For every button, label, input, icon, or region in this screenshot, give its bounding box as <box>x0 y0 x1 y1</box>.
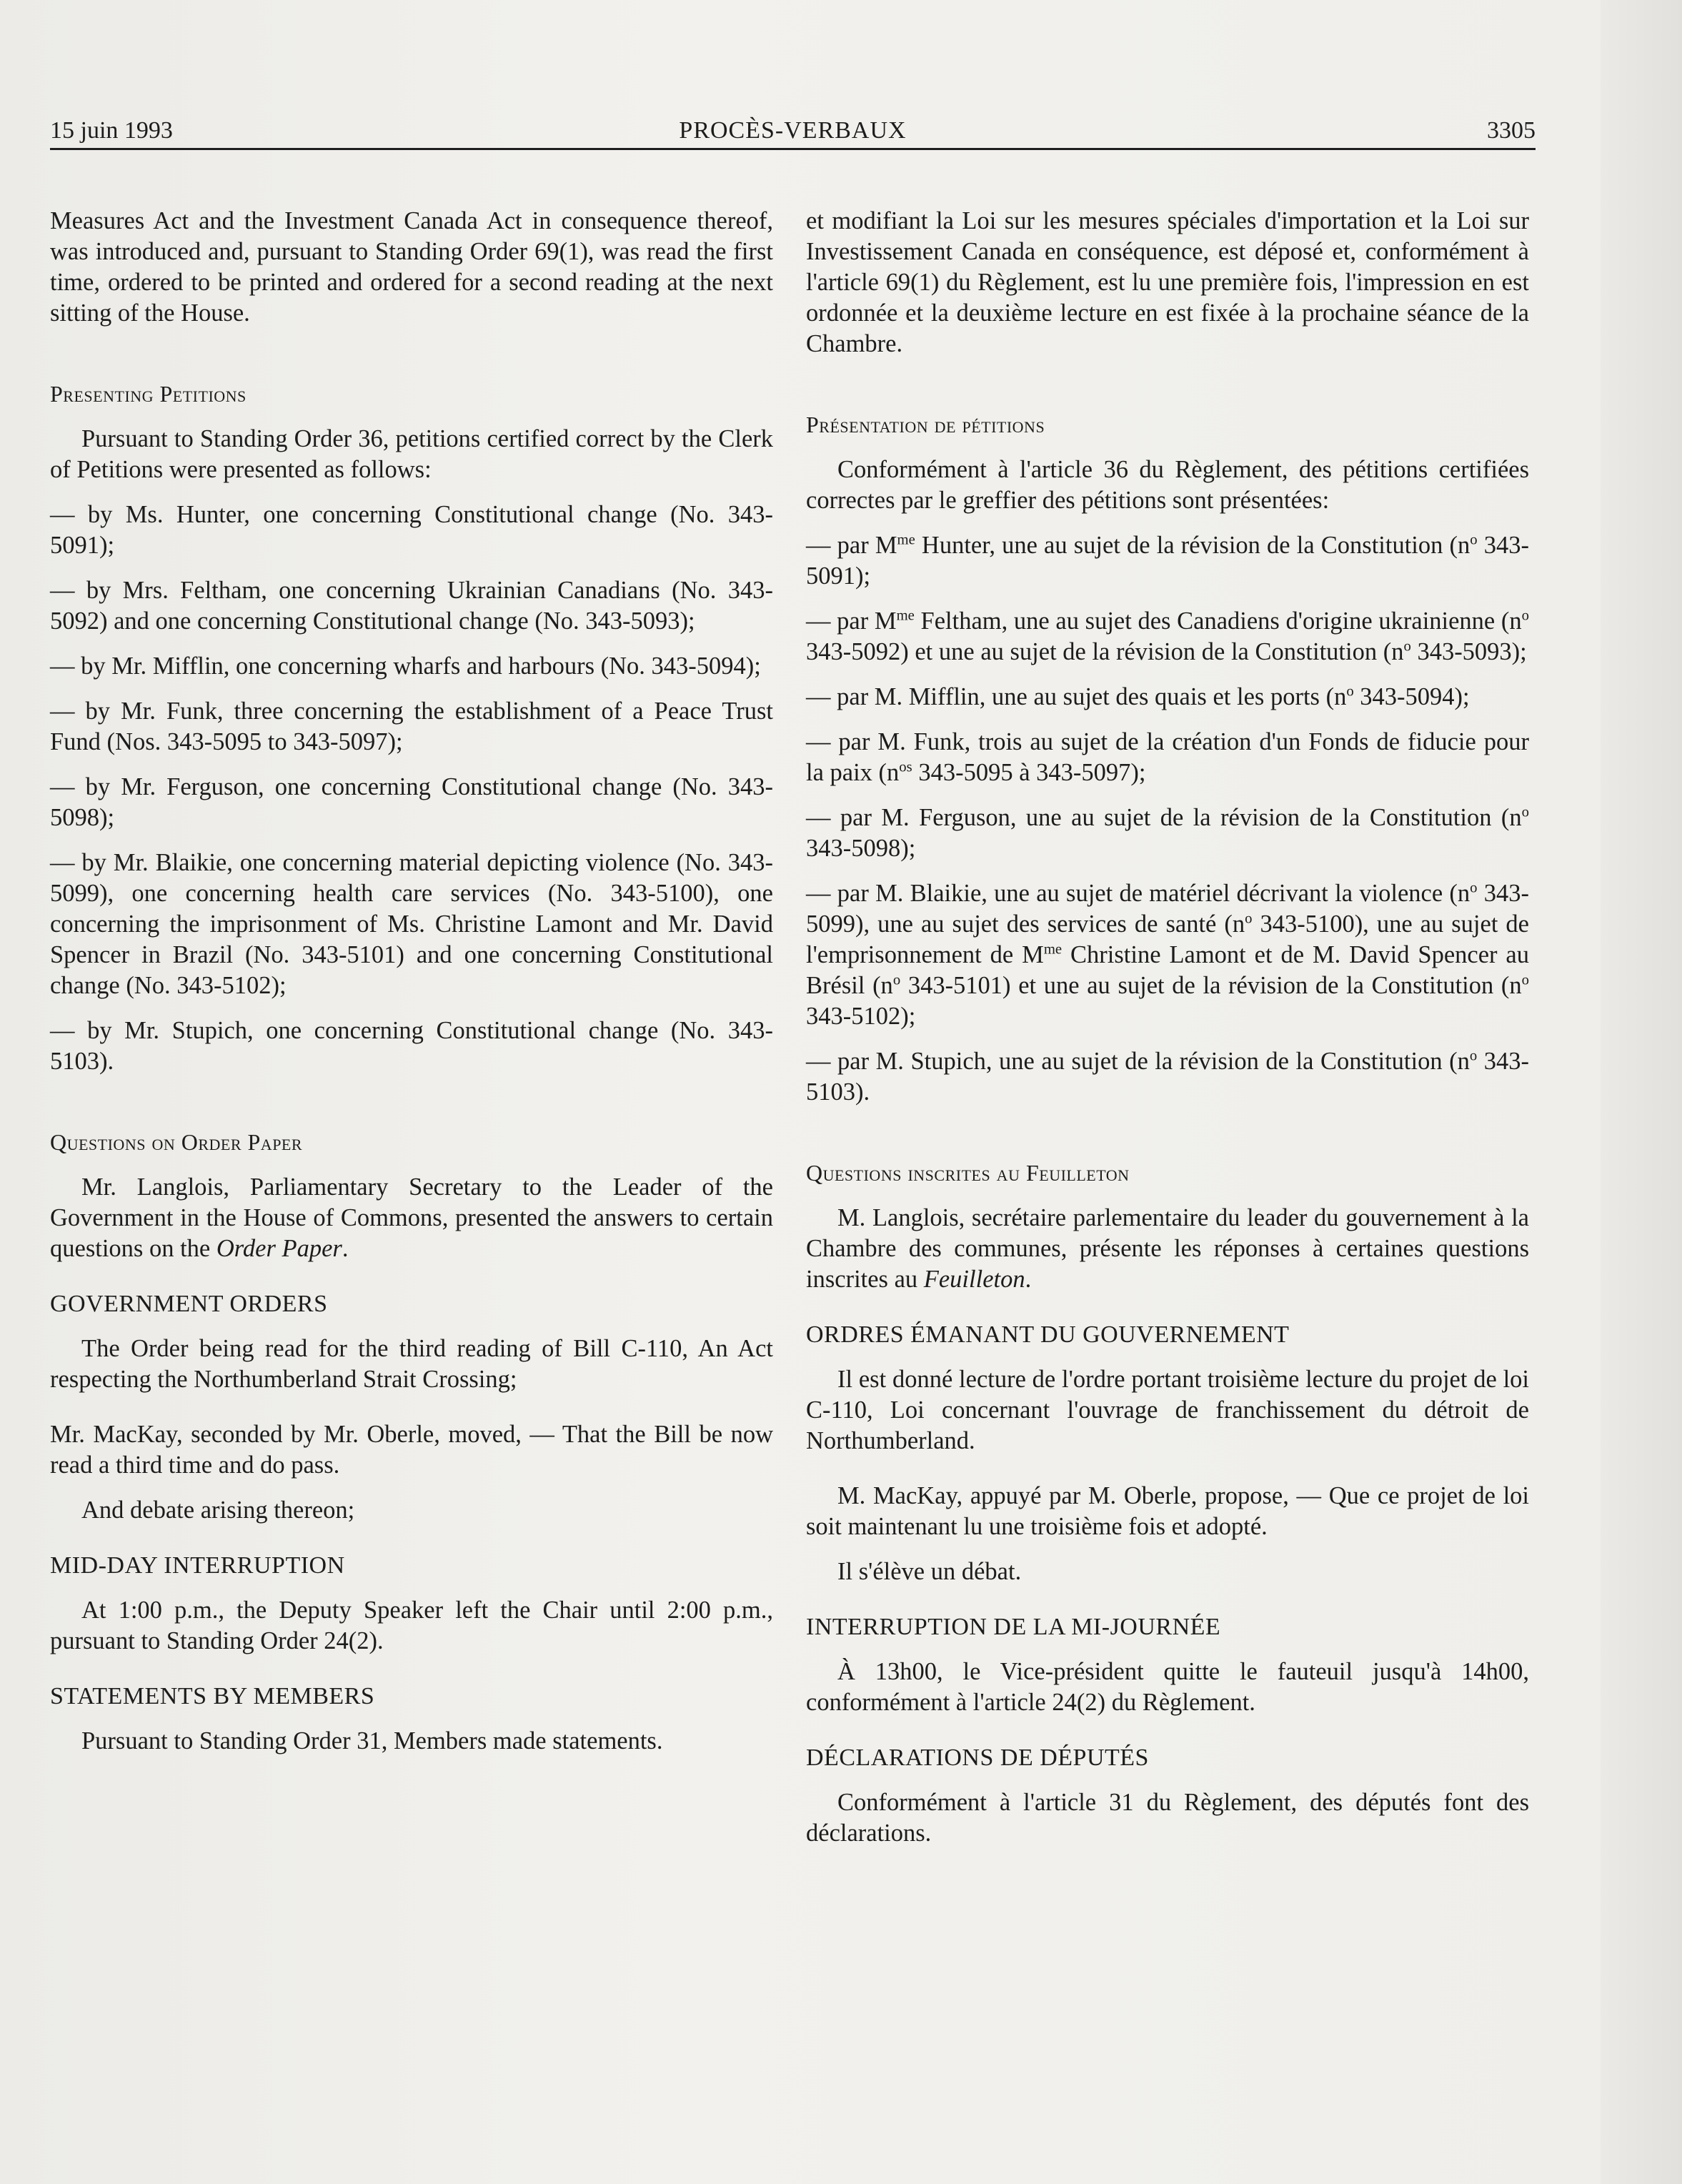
french-column <box>806 206 1529 1849</box>
petition-item: — par M. Ferguson, une au sujet de la révision de la Constitution ($n^o$ 343-5098); <box>806 804 1529 862</box>
petition-item: — by Mr. Mifflin, one concerning wharfs and harbours (No. 343-5094); <box>50 652 761 680</box>
midday-paragraph: At 1:00 p.m., the Deputy Speaker left the Chair until 2:00 p.m., pursuant to Standing Order 24(2). <box>50 1597 773 1654</box>
motion-paragraph: M. MacKay, appuyé par M. Oberle, propose, — Que ce projet de loi soit maintenant lu une troisième fois et adopté. <box>806 1482 1529 1540</box>
petition-item: — par M. Stupich, une au sujet de la révision de la Constitution ($n^o$ 343-5103). <box>806 1048 1529 1106</box>
petition-item: — par M. Funk, trois au sujet de la création d'un Fonds de fiducie pour la paix ($n^{os}$ 343-5095 à 343-5097); <box>806 728 1529 786</box>
running-header <box>50 107 1536 147</box>
government-orders-paragraph: The Order being read for the third reading of Bill C-110, An Act respecting the Northumberland Strait Crossing; <box>50 1335 773 1393</box>
petition-item: — par $M^{me}$ Feltham, une au sujet des Canadiens d'origine ukrainienne ($n^o$ 343-5092) et une au sujet de la révision de la Constitution ($n^o$ 343-5093); <box>806 607 1530 665</box>
section-heading-government-orders: ORDRES ÉMANANT DU GOUVERNEMENT <box>806 1321 1290 1348</box>
questions-text: Mr. Langlois, Parliamentary Secretary to the Leader of the Government in the House of Commons, presented the answers to certain questions on the <box>50 1173 773 1262</box>
motion-paragraph: Mr. MacKay, seconded by Mr. Oberle, moved, — That the Bill be now read a third time and do pass. <box>50 1421 773 1479</box>
section-heading-midday: INTERRUPTION DE LA MI-JOURNÉE <box>806 1614 1221 1640</box>
government-orders-paragraph: Il est donné lecture de l'ordre portant troisième lecture du projet de loi C-110, Loi concernant l'ouvrage de franchissement du détroit de Northumberland. <box>806 1366 1529 1454</box>
questions-text: M. Langlois, secrétaire parlementaire du leader du gouvernement à la Chambre des communes, présente les réponses à certaines questions inscrites au <box>806 1204 1529 1293</box>
section-heading-government-orders: GOVERNMENT ORDERS <box>50 1291 328 1317</box>
questions-text-end: . <box>1025 1266 1032 1293</box>
header-rule <box>50 148 1536 150</box>
petitions-intro: Conformément à l'article 36 du Règlement, des pétitions certifiées correctes par le greffier des pétitions sont présentées: <box>806 456 1529 514</box>
section-heading-statements: DÉCLARATIONS DE DÉPUTÉS <box>806 1744 1149 1771</box>
debate-paragraph: And debate arising thereon; <box>81 1496 355 1524</box>
petition-item: — by Mr. Ferguson, one concerning Constitutional change (No. 343-5098); <box>50 773 773 831</box>
page-number: 3305 <box>1487 117 1536 144</box>
petition-item: — par $M^{me}$ Hunter, une au sujet de la révision de la Constitution ($n^o$ 343-5091); <box>806 532 1529 590</box>
section-heading-statements: STATEMENTS BY MEMBERS <box>50 1683 375 1709</box>
petition-item: — par M. Mifflin, une au sujet des quais et les ports ($n^o$ 343-5094); <box>806 683 1470 710</box>
petition-item: — by Mr. Funk, three concerning the establishment of a Peace Trust Fund (Nos. 343-5095 to 343-5097); <box>50 698 773 755</box>
section-heading-questions: Questions on Order Paper <box>50 1129 303 1155</box>
page-edge-shadow <box>1601 0 1682 2184</box>
section-heading-petitions: Presenting Petitions <box>50 381 247 407</box>
section-heading-questions: Questions inscrites au Feuilleton <box>806 1160 1130 1186</box>
english-column <box>50 206 773 1757</box>
order-paper-title: Order Paper <box>216 1235 342 1262</box>
header-date: 15 juin 1993 <box>50 117 173 144</box>
questions-paragraph <box>806 1203 1529 1295</box>
midday-paragraph: À 13h00, le Vice-président quitte le fauteuil jusqu'à 14h00, conformément à l'article 24(2) du Règlement. <box>806 1658 1529 1716</box>
header-title: PROCÈS-VERBAUX <box>679 117 907 144</box>
questions-paragraph <box>50 1172 773 1264</box>
questions-text-end: . <box>342 1235 349 1262</box>
petition-item: — by Mr. Blaikie, one concerning material depicting violence (No. 343-5099), one concerning health care services (No. 343-5100), one concerning the imprisonment of Ms. Christine Lamont and Mr. David Spencer in Brazil (No. 343-5101) and one concerning Constitutional change (No. 343-5102); <box>50 849 773 999</box>
statements-paragraph: Pursuant to Standing Order 31, Members made statements. <box>81 1727 663 1754</box>
petitions-intro: Pursuant to Standing Order 36, petitions certified correct by the Clerk of Petitions were presented as follows: <box>50 425 773 483</box>
statements-paragraph: Conformément à l'article 31 du Règlement, des députés font des déclarations. <box>806 1789 1529 1847</box>
intro-paragraph: et modifiant la Loi sur les mesures spéciales d'importation et la Loi sur Investissement Canada en conséquence, est déposé et, conformément à l'article 69(1) du Règlement, est lu une première fois, l'impression en est ordonnée et la deuxième lecture en est fixée à la prochaine séance de la Chambre. <box>806 207 1529 357</box>
section-heading-petitions: Présentation de pétitions <box>806 412 1045 437</box>
petition-item: — par M. Blaikie, une au sujet de matériel décrivant la violence ($n^o$ 343-5099), une au sujet des services de santé ($n^o$ 343-5100), une au sujet de l'emprisonnement de $M^{me}$ Christine Lamont et de M. David Spencer au Brésil ($n^o$ 343-5101) et une au sujet de la révision de la Constitution ($n^o$ 343-5102); <box>806 880 1529 1030</box>
petition-item: — by Ms. Hunter, one concerning Constitutional change (No. 343-5091); <box>50 501 773 559</box>
intro-paragraph: Measures Act and the Investment Canada Act in consequence thereof, was introduced and, pursuant to Standing Order 69(1), was read the first time, ordered to be printed and ordered for a second reading at the next sitting of the House. <box>50 207 773 327</box>
petition-item: — by Mr. Stupich, one concerning Constitutional change (No. 343-5103). <box>50 1017 773 1075</box>
debate-paragraph: Il s'élève un débat. <box>837 1558 1022 1585</box>
petition-item: — by Mrs. Feltham, one concerning Ukrainian Canadians (No. 343-5092) and one concerning Constitutional change (No. 343-5093); <box>50 577 773 635</box>
section-heading-midday: MID-DAY INTERRUPTION <box>50 1552 345 1579</box>
feuilleton-title: Feuilleton <box>923 1266 1025 1293</box>
